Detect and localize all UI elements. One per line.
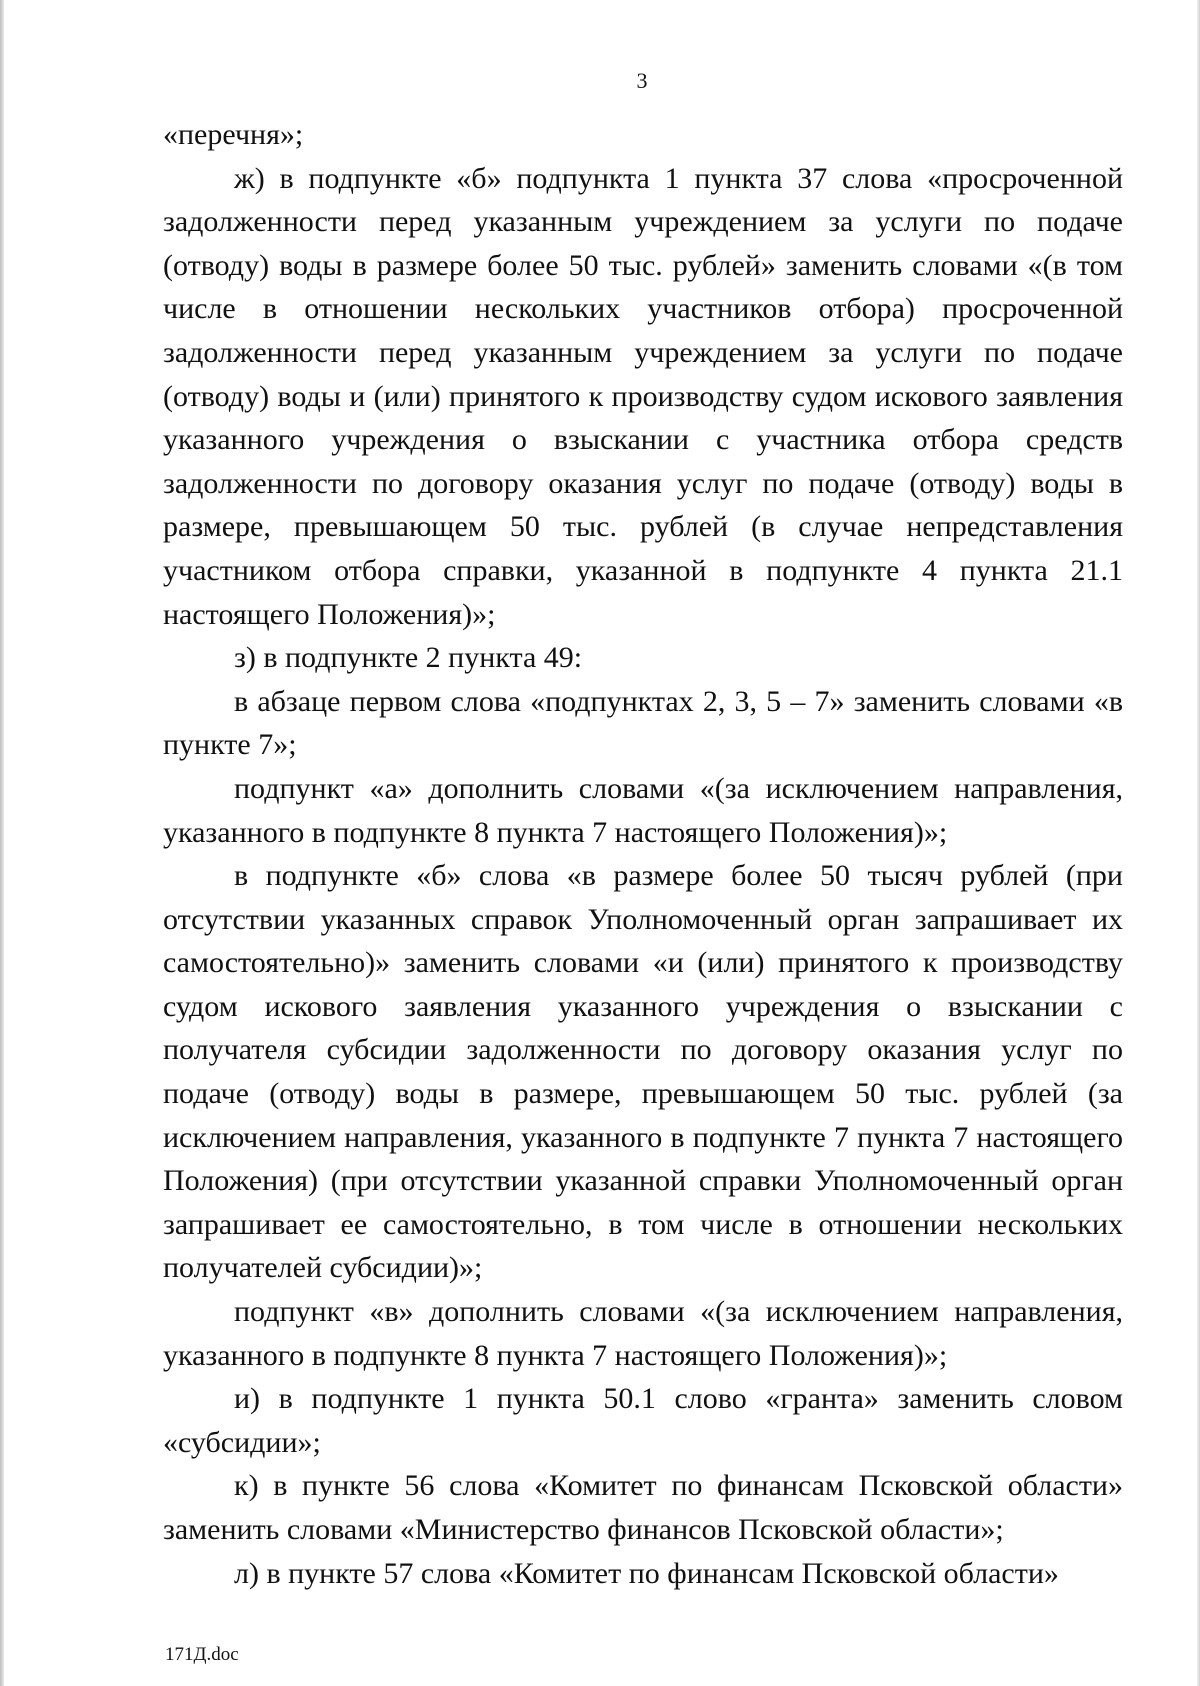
paragraph: в подпункте «б» слова «в размере более 50 тысяч рублей (при отсутствии указанных справок Уполномоченный орган запрашивает их самостоятельно)» заменить словами «и (или) принятого к производству судом искового заявления указанного учреждения о взыскании с получателя субсидии задолженности по договору оказания услуг по подаче (отводу) воды в размере, превышающем 50 тыс. рублей (за исключением направления, указанного в подпункте 7 пункта 7 настоящего Положения) (при отсутствии указанной справки Уполномоченный орган запрашивает ее самостоятельно, в том числе в отношении нескольких получателей субсидии)»;: [163, 859, 1123, 1285]
paragraph: л) в пункте 57 слова «Комитет по финансам Псковской области»: [234, 1556, 1059, 1590]
scan-edge-left: [0, 0, 4, 1686]
paragraph: в абзаце первом слова «подпунктах 2, 3, 5 – 7» заменить словами «в пункте 7»;: [163, 684, 1123, 762]
paragraph: ж) в подпункте «б» подпункта 1 пункта 37 слова «просроченной задолженности перед указанным учреждением за услуги по подаче (отводу) воды в размере более 50 тыс. рублей» заменить словами «(в том числе в отношении нескольких участников отбора) просроченной задолженности перед указанным учреждением за услуги по подаче (отводу) воды и (или) принятого к производству судом искового заявления указанного учреждения о взыскании с участника отбора средств задолженности по договору оказания услуг по подаче (отводу) воды в размере, превышающем 50 тыс. рублей (в случае непредставления участником отбора справки, указанной в подпункте 4 пункта 21.1 настоящего Положения)»;: [163, 161, 1123, 631]
footer-filename: 171Д.doc: [165, 1644, 239, 1665]
paragraph: и) в подпункте 1 пункта 50.1 слово «гранта» заменить словом «субсидии»;: [163, 1382, 1123, 1459]
paragraph: подпункт «а» дополнить словами «(за исключением направления, указанного в подпункте 8 пункта 7 настоящего Положения)»;: [163, 771, 1123, 849]
paragraph: «перечня»;: [163, 118, 304, 151]
paragraph: з) в подпункте 2 пункта 49:: [234, 641, 583, 675]
document-body: [163, 113, 1123, 1595]
paragraph: подпункт «в» дополнить словами «(за исключением направления, указанного в подпункте 8 пункта 7 настоящего Положения)»;: [163, 1295, 1123, 1372]
page-number: 3: [636, 68, 648, 93]
paragraph: к) в пункте 56 слова «Комитет по финансам Псковской области» заменить словами «Министерство финансов Псковской области»;: [163, 1469, 1123, 1546]
